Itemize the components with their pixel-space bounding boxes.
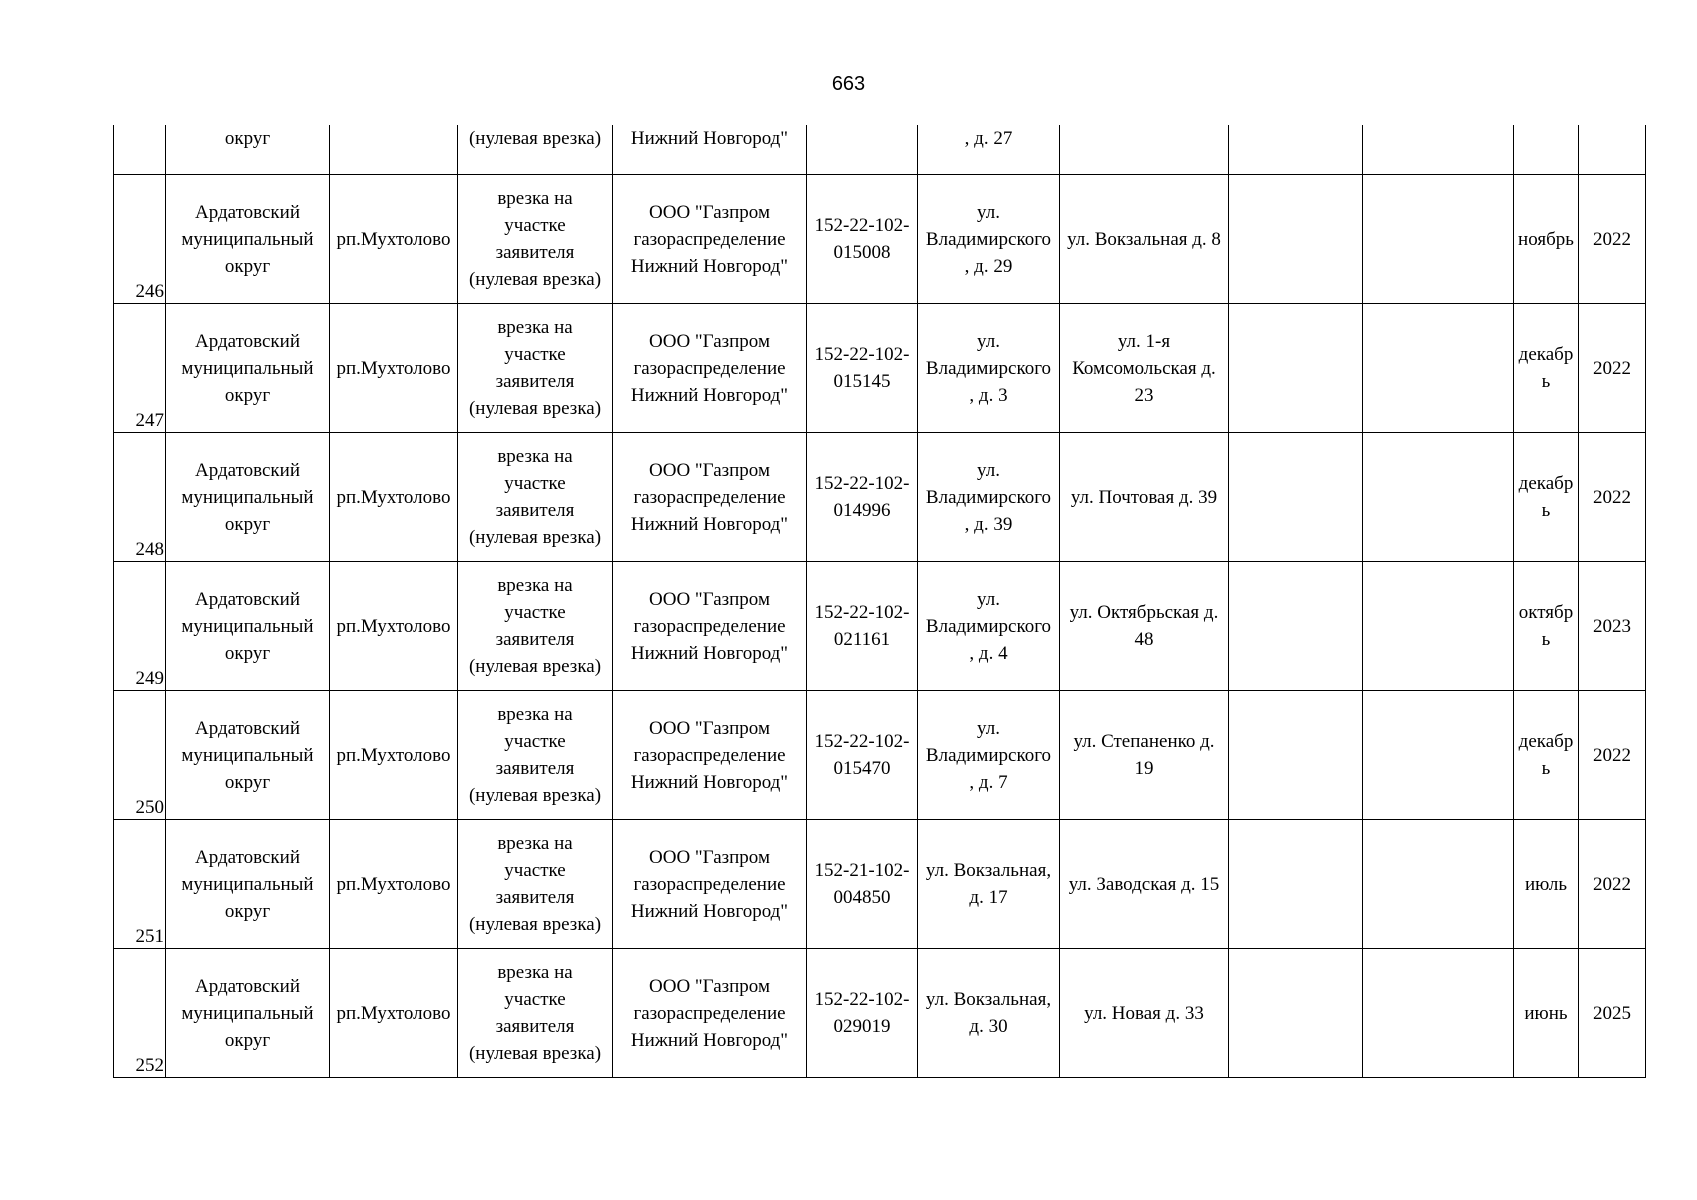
cell-line: газораспределение <box>633 873 786 895</box>
cell-line: Ардатовский <box>195 201 300 223</box>
cell-line: Нижний Новгород" <box>630 1029 789 1051</box>
cell-source-address <box>918 175 1060 304</box>
cell-settlement: рп.Мухтолово <box>330 175 458 304</box>
cell-line: ул. 1-я <box>1117 330 1171 352</box>
cell-year: 2022 <box>1579 691 1646 820</box>
cell-month <box>1514 949 1579 1078</box>
cell-line: 014996 <box>833 500 891 521</box>
cell-connection-type <box>458 562 613 691</box>
cell-source-address <box>918 562 1060 691</box>
cell-line: ул. <box>977 201 1000 223</box>
cell-line: декабр <box>1518 344 1574 365</box>
cell-connection-type <box>458 691 613 820</box>
cell-line: участке <box>504 344 566 365</box>
cell-line: ул. Вокзальная д. 8 <box>1067 228 1221 250</box>
cell-organization <box>613 304 807 433</box>
cell-line: муниципальный <box>181 873 314 895</box>
cell-line: июнь <box>1524 1002 1568 1024</box>
cell-month <box>1514 125 1579 175</box>
cell-line: округ <box>224 900 271 922</box>
cell-code <box>807 125 918 175</box>
cell-organization <box>613 691 807 820</box>
cell-district <box>166 691 330 820</box>
table-row <box>114 562 1646 691</box>
cell-line: участке <box>504 215 566 236</box>
cell-line: (нулевая врезка) <box>468 656 602 677</box>
cell-line: врезка на <box>497 317 573 338</box>
cell-line: участке <box>504 731 566 752</box>
cell-line: округ <box>224 513 271 535</box>
cell-line: Нижний Новгород" <box>630 384 789 406</box>
cell-empty-1 <box>1229 949 1363 1078</box>
cell-empty-2 <box>1363 691 1514 820</box>
cell-object-address <box>1060 691 1229 820</box>
cell-settlement: рп.Мухтолово <box>330 820 458 949</box>
cell-line: Ардатовский <box>195 846 300 868</box>
cell-line: д. 17 <box>969 887 1008 908</box>
cell-line: ООО "Газпром <box>649 459 770 481</box>
cell-line: , д. 39 <box>964 513 1013 535</box>
cell-line: Владимирского <box>925 228 1052 250</box>
cell-line: 152-22-102- <box>814 473 910 494</box>
cell-object-address <box>1060 949 1229 1078</box>
cell-line: врезка на <box>497 446 573 467</box>
cell-line: ь <box>1541 371 1551 392</box>
cell-line: 152-21-102- <box>814 860 910 881</box>
cell-line: Ардатовский <box>195 330 300 352</box>
cell-year: 2022 <box>1579 433 1646 562</box>
cell-line: ул. Заводская д. 15 <box>1068 873 1220 895</box>
cell-line: врезка на <box>497 704 573 725</box>
cell-line: ул. Вокзальная, <box>925 860 1052 881</box>
cell-source-address <box>918 949 1060 1078</box>
cell-line: ул. Почтовая д. 39 <box>1070 486 1218 508</box>
cell-line: муниципальный <box>181 486 314 508</box>
cell-source-address <box>918 691 1060 820</box>
cell-line: ь <box>1541 500 1551 521</box>
cell-district <box>166 949 330 1078</box>
cell-line: Ардатовский <box>195 459 300 481</box>
cell-settlement: рп.Мухтолово <box>330 433 458 562</box>
cell-source-address <box>918 304 1060 433</box>
cell-line: Нижний Новгород" <box>630 642 789 664</box>
cell-num: 250 <box>114 691 166 820</box>
cell-month <box>1514 175 1579 304</box>
cell-line: врезка на <box>497 962 573 983</box>
cell-connection-type <box>458 175 613 304</box>
cell-line: врезка на <box>497 833 573 854</box>
page-number: 663 <box>831 73 866 95</box>
cell-num: 248 <box>114 433 166 562</box>
table-row <box>114 820 1646 949</box>
cell-num: 249 <box>114 562 166 691</box>
cell-line: округ <box>224 1029 271 1051</box>
cell-object-address <box>1060 433 1229 562</box>
cell-line: заявителя <box>495 758 575 779</box>
cell-code <box>807 175 918 304</box>
cell-organization <box>613 949 807 1078</box>
cell-district <box>166 562 330 691</box>
cell-empty-1 <box>1229 691 1363 820</box>
cell-line: Владимирского <box>925 744 1052 766</box>
cell-line: ООО "Газпром <box>649 201 770 223</box>
cell-line: 015008 <box>833 242 891 263</box>
cell-line: 152-22-102- <box>814 215 910 236</box>
cell-line: (нулевая врезка) <box>468 398 602 419</box>
cell-empty-2 <box>1363 433 1514 562</box>
cell-line: ул. Степаненко д. <box>1073 731 1215 752</box>
cell-organization <box>613 175 807 304</box>
cell-line: участке <box>504 860 566 881</box>
cell-num: 247 <box>114 304 166 433</box>
cell-code <box>807 820 918 949</box>
cell-line: , д. 4 <box>969 642 1008 664</box>
cell-line: заявителя <box>495 371 575 392</box>
cell-line: заявителя <box>495 242 575 263</box>
cell-organization <box>613 820 807 949</box>
cell-object-address <box>1060 562 1229 691</box>
cell-connection-type <box>458 433 613 562</box>
cell-line: Ардатовский <box>195 588 300 610</box>
table-body <box>114 125 1646 1078</box>
cell-line: участке <box>504 473 566 494</box>
cell-line: Ардатовский <box>195 717 300 739</box>
cell-line: 015145 <box>833 371 891 392</box>
cell-empty-1 <box>1229 820 1363 949</box>
cell-line: декабр <box>1518 473 1574 494</box>
cell-empty-1 <box>1229 125 1363 175</box>
cell-line: Владимирского <box>925 615 1052 637</box>
cell-line: (нулевая врезка) <box>468 527 602 548</box>
cell-line: 029019 <box>833 1016 891 1037</box>
cell-line: (нулевая врезка) <box>468 269 602 290</box>
cell-line: муниципальный <box>181 1002 314 1024</box>
cell-line: ул. <box>977 717 1000 739</box>
cell-line: округ <box>224 255 271 277</box>
cell-month <box>1514 562 1579 691</box>
cell-line: ул. <box>977 459 1000 481</box>
cell-line: Нижний Новгород" <box>630 255 789 277</box>
cell-connection-type <box>458 820 613 949</box>
cell-month <box>1514 820 1579 949</box>
cell-line: ООО "Газпром <box>649 588 770 610</box>
cell-line: Владимирского <box>925 486 1052 508</box>
cell-year: 2022 <box>1579 820 1646 949</box>
cell-line: 004850 <box>833 887 891 908</box>
cell-line: 021161 <box>833 629 891 650</box>
cell-year: 2025 <box>1579 949 1646 1078</box>
cell-line: округ <box>224 384 271 406</box>
cell-line: октябр <box>1518 602 1574 623</box>
cell-line: (нулевая врезка) <box>468 914 602 935</box>
cell-settlement: рп.Мухтолово <box>330 304 458 433</box>
cell-connection-type <box>458 949 613 1078</box>
cell-line: муниципальный <box>181 615 314 637</box>
cell-num: 252 <box>114 949 166 1078</box>
table-row <box>114 949 1646 1078</box>
cell-empty-2 <box>1363 304 1514 433</box>
cell-line: 152-22-102- <box>814 731 910 752</box>
cell-organization: Нижний Новгород" <box>613 125 807 175</box>
cell-line: участке <box>504 989 566 1010</box>
cell-year: 2023 <box>1579 562 1646 691</box>
cell-line: , д. 29 <box>964 255 1013 277</box>
table-row <box>114 691 1646 820</box>
cell-line: Ардатовский <box>195 975 300 997</box>
cell-line: ООО "Газпром <box>649 717 770 739</box>
cell-line: газораспределение <box>633 228 786 250</box>
cell-line: 48 <box>1134 629 1154 650</box>
cell-line: ул. Вокзальная, <box>925 989 1052 1010</box>
cell-month <box>1514 433 1579 562</box>
table-row <box>114 433 1646 562</box>
cell-line: Владимирского <box>925 357 1052 379</box>
cell-line: ул. Октябрьская д. <box>1069 602 1219 623</box>
cell-line: ООО "Газпром <box>649 330 770 352</box>
cell-source-address <box>918 820 1060 949</box>
cell-object-address <box>1060 820 1229 949</box>
cell-line: газораспределение <box>633 486 786 508</box>
cell-settlement: рп.Мухтолово <box>330 949 458 1078</box>
cell-line: газораспределение <box>633 1002 786 1024</box>
cell-line: ь <box>1541 758 1551 779</box>
cell-line: ул. <box>977 588 1000 610</box>
cell-line: ул. Новая д. 33 <box>1084 1002 1204 1024</box>
cell-empty-1 <box>1229 304 1363 433</box>
cell-year: 2022 <box>1579 304 1646 433</box>
cell-line: заявителя <box>495 629 575 650</box>
cell-line: заявителя <box>495 887 575 908</box>
cell-line: декабр <box>1518 731 1574 752</box>
cell-connection-type: (нулевая врезка) <box>458 125 613 175</box>
cell-district <box>166 304 330 433</box>
cell-line: ООО "Газпром <box>649 846 770 868</box>
cell-empty-2 <box>1363 820 1514 949</box>
cell-line: врезка на <box>497 575 573 596</box>
cell-line: Нижний Новгород" <box>630 900 789 922</box>
gas-connection-table <box>113 125 1646 1078</box>
cell-line: муниципальный <box>181 228 314 250</box>
cell-line: (нулевая врезка) <box>468 785 602 806</box>
cell-settlement: рп.Мухтолово <box>330 691 458 820</box>
cell-empty-1 <box>1229 562 1363 691</box>
cell-empty-1 <box>1229 433 1363 562</box>
cell-district <box>166 820 330 949</box>
cell-line: врезка на <box>497 188 573 209</box>
cell-empty-2 <box>1363 125 1514 175</box>
cell-line: газораспределение <box>633 357 786 379</box>
cell-num: 251 <box>114 820 166 949</box>
cell-line: 015470 <box>833 758 891 779</box>
cell-empty-2 <box>1363 949 1514 1078</box>
cell-line: муниципальный <box>181 357 314 379</box>
cell-organization <box>613 433 807 562</box>
cell-district: округ <box>166 125 330 175</box>
cell-code <box>807 562 918 691</box>
cell-line: , д. 3 <box>969 384 1008 406</box>
cell-source-address: , д. 27 <box>918 125 1060 175</box>
cell-line: 19 <box>1134 758 1154 779</box>
cell-line: Нижний Новгород" <box>630 513 789 535</box>
cell-line: заявителя <box>495 1016 575 1037</box>
cell-empty-2 <box>1363 562 1514 691</box>
cell-line: заявителя <box>495 500 575 521</box>
cell-year: 2022 <box>1579 175 1646 304</box>
cell-district <box>166 433 330 562</box>
cell-line: , д. 7 <box>969 771 1008 793</box>
cell-source-address <box>918 433 1060 562</box>
cell-code <box>807 304 918 433</box>
cell-code <box>807 949 918 1078</box>
cell-line: д. 30 <box>969 1016 1008 1037</box>
cell-code <box>807 691 918 820</box>
cell-num <box>114 125 166 175</box>
cell-line: 152-22-102- <box>814 344 910 365</box>
cell-object-address <box>1060 175 1229 304</box>
cell-line: 23 <box>1134 384 1154 406</box>
cell-line: (нулевая врезка) <box>468 1043 602 1064</box>
cell-line: ь <box>1541 629 1551 650</box>
cell-organization <box>613 562 807 691</box>
cell-line: округ <box>224 771 271 793</box>
table-row-continued <box>114 125 1646 175</box>
cell-connection-type <box>458 304 613 433</box>
cell-year <box>1579 125 1646 175</box>
cell-line: округ <box>224 642 271 664</box>
cell-line: 152-22-102- <box>814 989 910 1010</box>
cell-settlement <box>330 125 458 175</box>
cell-month <box>1514 304 1579 433</box>
cell-line: 152-22-102- <box>814 602 910 623</box>
cell-line: Нижний Новгород" <box>630 771 789 793</box>
cell-num: 246 <box>114 175 166 304</box>
cell-line: Комсомольская д. <box>1072 357 1216 379</box>
cell-line: муниципальный <box>181 744 314 766</box>
cell-line: участке <box>504 602 566 623</box>
cell-object-address <box>1060 304 1229 433</box>
table-row <box>114 304 1646 433</box>
cell-object-address <box>1060 125 1229 175</box>
cell-empty-1 <box>1229 175 1363 304</box>
cell-month <box>1514 691 1579 820</box>
cell-line: газораспределение <box>633 615 786 637</box>
cell-empty-2 <box>1363 175 1514 304</box>
cell-line: газораспределение <box>633 744 786 766</box>
cell-line: ООО "Газпром <box>649 975 770 997</box>
cell-code <box>807 433 918 562</box>
table-row <box>114 175 1646 304</box>
cell-line: ноябрь <box>1518 228 1574 250</box>
cell-line: июль <box>1524 873 1568 895</box>
cell-settlement: рп.Мухтолово <box>330 562 458 691</box>
cell-line: ул. <box>977 330 1000 352</box>
cell-district <box>166 175 330 304</box>
